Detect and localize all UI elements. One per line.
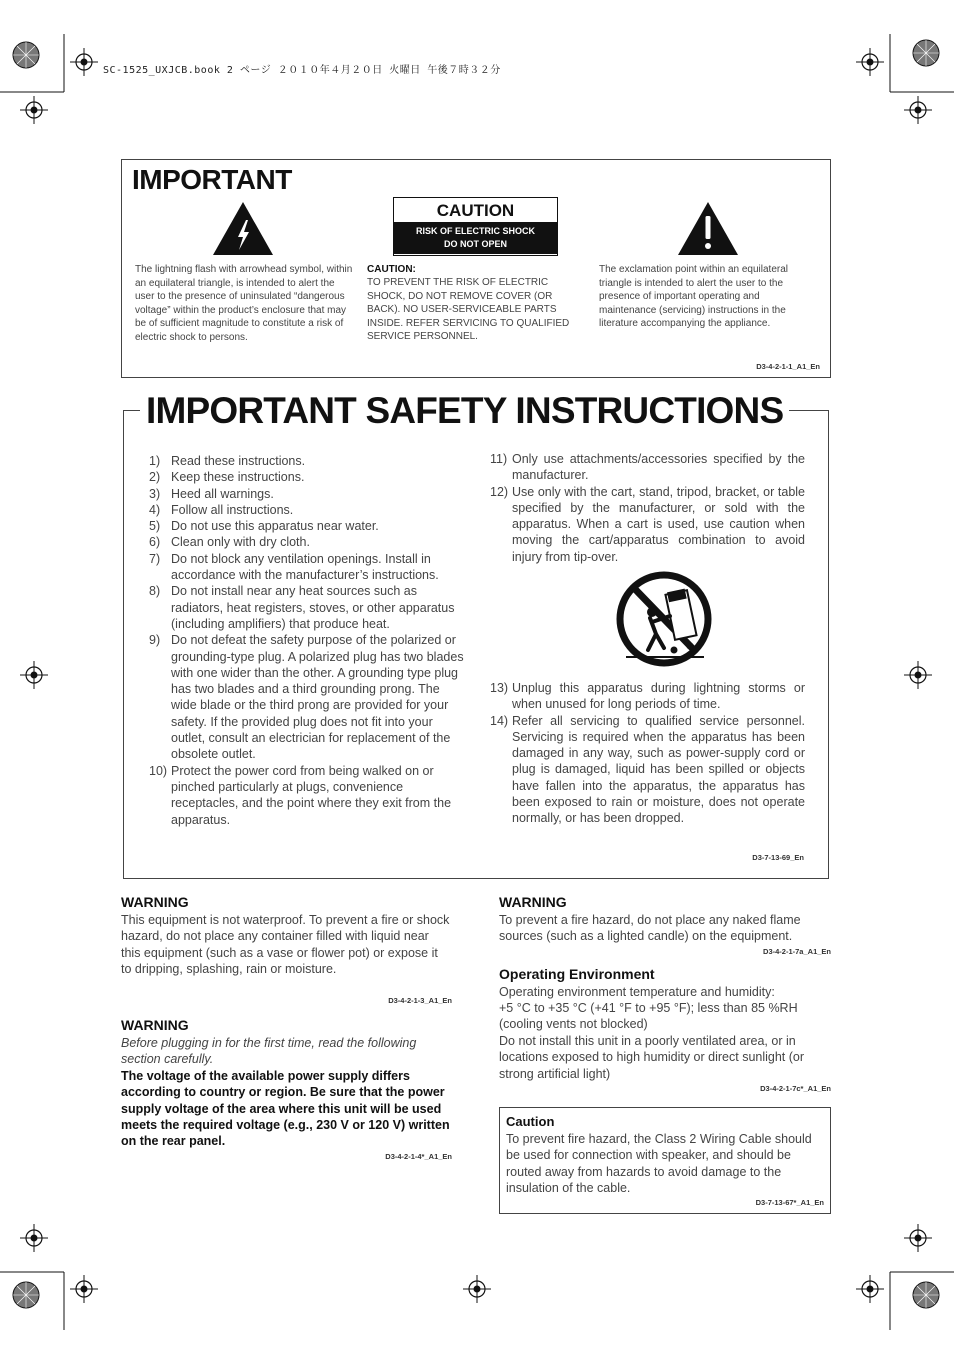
caution-heading: CAUTION:	[367, 264, 416, 275]
safety-list-right-bottom	[490, 680, 805, 827]
caution-text: TO PREVENT THE RISK OF ELECTRIC SHOCK, DO NOT REMOVE COVER (OR BACK). NO USER-SERVICEABLE PARTS INSIDE. REFER SERVICING TO QUALIFIED SERVICE PERSONNEL.	[367, 277, 570, 342]
list-item: 11) Only use attachments/accessories specified by the manufacturer.	[490, 452, 805, 483]
list-item: 13) Unplug this apparatus during lightning storms or when unused for long periods of time.	[490, 681, 805, 712]
caution-box-heading: Caution	[506, 1114, 555, 1129]
list-item: 5) Do not use this apparatus near water.	[149, 519, 379, 534]
caution-box-text: To prevent fire hazard, the Class 2 Wiring Cable should be used for connection with speaker, and should be routed away from hazards to avoid damage to the insulation of the cable.	[506, 1132, 812, 1195]
operating-code: D3-4-2-1-7c*_A1_En	[760, 1084, 831, 1093]
caution-box-code: D3-7-13-67*_A1_En	[755, 1198, 824, 1207]
list-item: 2) Keep these instructions.	[149, 470, 305, 485]
list-item: 8) Do not install near any heat sources such as radiators, heat registers, stoves, or other apparatus (including amplifiers) that produce heat.	[149, 584, 455, 631]
caution-label	[393, 197, 558, 256]
safety-code: D3-7-13-69_En	[752, 853, 804, 862]
important-title: IMPORTANT	[132, 164, 292, 195]
safety-title: IMPORTANT SAFETY INSTRUCTIONS	[140, 390, 789, 432]
caution-label-line1: RISK OF ELECTRIC SHOCK	[415, 226, 535, 236]
warning3-code: D3-4-2-1-7a_A1_En	[763, 947, 831, 956]
warning2-bold-text: The voltage of the available power supply differs according to country or region. Be sure that the power supply voltage of the area where this unit will be used meets the required voltage (e.g., 230 V or 120 V) written on the rear panel.	[121, 1069, 450, 1149]
safety-list-right-top	[490, 451, 805, 565]
exclamation-triangle-icon	[676, 200, 740, 256]
caution-label-title: CAUTION	[394, 198, 557, 222]
caution-label-line2: DO NOT OPEN	[443, 239, 507, 249]
warning2-italic-text: Before plugging in for the first time, read the following section carefully.	[121, 1036, 417, 1067]
lightning-description: The lightning flash with arrowhead symbol, within an equilateral triangle, is intended to alert the user to the presence of uninsulated “dangerous voltage” within the product’s enclosure that may be of sufficient magnitude to constitute a risk of electric shock to persons.	[135, 264, 353, 343]
important-code: D3-4-2-1-1_A1_En	[756, 362, 820, 371]
safety-list-left	[149, 453, 464, 828]
operating-text3: Do not install this unit in a poorly ventilated area, or in locations exposed to high humidity or direct sunlight (or strong artificial light)	[499, 1034, 805, 1081]
list-item: 12) Use only with the cart, stand, tripod, bracket, or table specified by the manufacturer, or sold with the apparatus. When a cart is used, use caution when moving the cart/apparatus combination to avoid injury from tip-over.	[490, 484, 805, 564]
warning3-text: To prevent a fire hazard, do not place any naked flame sources (such as a lighted candle) on the equipment.	[499, 913, 801, 944]
list-item: 10) Protect the power cord from being walked on or pinched particularly at plugs, convenience receptacles, and the point where they exit from the apparatus.	[149, 763, 452, 827]
list-item: 7) Do not block any ventilation openings. Install in accordance with the manufacturer’s instructions.	[149, 551, 439, 583]
list-item: 1) Read these instructions.	[149, 454, 306, 468]
warning1-text: This equipment is not waterproof. To prevent a fire or shock hazard, do not place any container filled with liquid near this equipment (such as a vase or flower pot) or expose it to dripping, splashing, rain or moisture.	[121, 913, 450, 976]
warning2-heading: WARNING	[121, 1017, 189, 1033]
warning2-code: D3-4-2-1-4*_A1_En	[385, 1152, 452, 1161]
warning1-heading: WARNING	[121, 894, 189, 910]
list-item: 14) Refer all servicing to qualified service personnel. Servicing is required when the apparatus has been damaged in any way, such as power-supply cord or plug is damaged, liquid has been spilled or objects have fallen into the apparatus, the apparatus has been exposed to rain or moisture, does not operate normally, or has been dropped.	[490, 713, 805, 826]
operating-heading: Operating Environment	[499, 966, 655, 982]
operating-text2: +5 °C to +35 °C (+41 °F to +95 °F); less than 85 %RH (cooling vents not blocked)	[499, 1001, 798, 1032]
list-item: 9) Do not defeat the safety purpose of the polarized or grounding-type plug. A polarized plug has two blades with one wider than the other. A grounding type plug has two blades and a third grounding prong. The wide blade or the third prong are provided for your safety. If the provided plug does not fit into your outlet, consult an electrician for replacement of the obsolete outlet.	[149, 633, 464, 762]
warning3-heading: WARNING	[499, 894, 567, 910]
list-item: 4) Follow all instructions.	[149, 502, 294, 517]
lightning-triangle-icon	[211, 200, 275, 256]
exclamation-description: The exclamation point within an equilateral triangle is intended to alert the user to the presence of important operating and maintenance (servicing) instructions in the literature accompanying the appliance.	[599, 264, 788, 329]
operating-text1: Operating environment temperature and humidity:	[499, 985, 775, 999]
list-item: 6) Clean only with dry cloth.	[149, 535, 310, 550]
list-item: 3) Heed all warnings.	[149, 486, 274, 501]
cart-tip-over-warning-icon	[612, 570, 716, 668]
warning1-code: D3-4-2-1-3_A1_En	[388, 996, 452, 1005]
book-header-line: SC-1525_UXJCB.book 2 ページ ２０１０年４月２０日 火曜日 午後７時３２分	[103, 65, 501, 76]
